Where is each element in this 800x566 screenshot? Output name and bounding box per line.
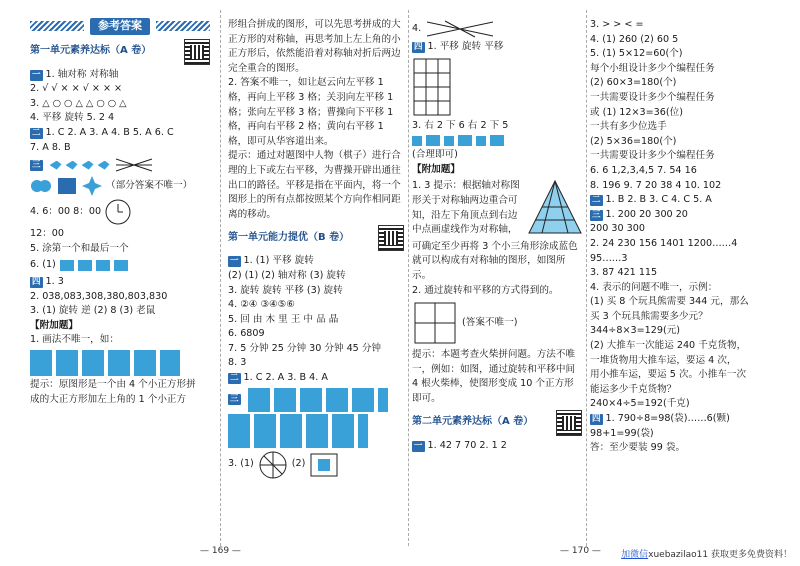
answer-line: 一共有多少位选手 bbox=[590, 121, 667, 133]
qr-code-icon[interactable] bbox=[378, 225, 404, 251]
triangle-grid-figure-icon bbox=[527, 179, 582, 235]
parallelogram-shape-icon bbox=[114, 260, 128, 271]
answer-line: 1. 画法不唯一，如： bbox=[30, 334, 119, 346]
answer-line: 用小推车运，要运 5 次。小推车一次 bbox=[590, 369, 747, 381]
column-3 bbox=[412, 18, 582, 453]
arrow-shape-icon bbox=[78, 260, 92, 271]
answer-line: 四 1. 3 bbox=[32, 275, 64, 287]
maze-figure-icon bbox=[228, 414, 368, 448]
block-shape-icon bbox=[444, 136, 454, 146]
answer-line: 四 1. 平移 旋转 平移 bbox=[414, 41, 504, 52]
answer-line: 344÷8×3=129(元) bbox=[590, 325, 681, 337]
butterfly-figure-icon bbox=[30, 175, 52, 197]
qr-code-icon[interactable] bbox=[556, 410, 582, 436]
clock-figure-icon bbox=[105, 199, 131, 225]
answer-line: 6. 6809 bbox=[228, 328, 265, 340]
answer-line: 每个小组设计多少个编程任务 bbox=[590, 62, 715, 74]
column-divider bbox=[220, 10, 221, 546]
answer-line: 3. > > < = bbox=[590, 19, 644, 30]
answer-line: 二 1. B 2. B 3. C 4. C 5. A bbox=[592, 194, 712, 206]
arrow-shape-icon bbox=[426, 135, 440, 146]
cross-shape-icon bbox=[490, 135, 504, 146]
page-number-left: — 169 — bbox=[200, 546, 241, 556]
column-divider bbox=[408, 10, 409, 546]
figure-row: 4. bbox=[412, 20, 582, 38]
addon-heading: 【附加题】 bbox=[412, 163, 460, 175]
square-grid-figure-icon bbox=[30, 350, 180, 376]
answer-line: 二 1. C 2. A 3. B 4. A bbox=[230, 372, 328, 384]
answer-line: 3. 右 2 下 6 右 2 下 5 bbox=[412, 119, 509, 131]
answer-line: 4. ②④ ③④⑤⑥ bbox=[228, 299, 295, 311]
answer-line: 一 1. 轴对称 对称轴 bbox=[32, 68, 119, 80]
hint-paragraph: 形组合拼成的图形，可以先思考拼成的大正方形的对称轴，再思考加上左上角的小正方形后，依然能沿着对称轴对折后两边完全重合的图形。 bbox=[228, 19, 401, 74]
answer-line: 一共需要设计多少个编程任务 bbox=[590, 150, 715, 162]
crossed-lines-figure-icon bbox=[425, 20, 495, 38]
answer-line: 5. 涂第一个和最后一个 bbox=[30, 242, 129, 254]
square-pattern-figure-icon bbox=[309, 452, 339, 478]
answer-line: 7. A 8. B bbox=[30, 141, 71, 153]
page-header bbox=[30, 18, 210, 35]
answer-line: 5. (1) 5×12=60(个) bbox=[590, 48, 683, 60]
answer-line: 3. 旋转 旋转 平移 (3) 旋转 bbox=[228, 284, 343, 296]
figure-row: 三 bbox=[30, 157, 210, 173]
addon-heading: 【附加题】 bbox=[30, 319, 78, 331]
answer-line: 4. (1) 260 (2) 60 5 bbox=[590, 33, 679, 45]
page-number-right: — 170 — bbox=[560, 546, 601, 556]
answer-line: 二 1. C 2. A 3. A 4. B 5. A 6. C bbox=[32, 126, 174, 138]
answer-line: 95……3 bbox=[590, 252, 628, 264]
kite-shape-icon bbox=[66, 161, 78, 170]
figure-row bbox=[228, 414, 404, 448]
answer-line: 240×4÷5=192(千克) bbox=[590, 398, 690, 410]
hint-paragraph: 提示：通过对题图中人物（棋子）进行合理的上下或左右平移，为曹操开辟出通往出口的路径。平移是指在平面内，将一个图形上的所有点都按照某个方向作相同距离的移动。 bbox=[228, 150, 401, 220]
figure-row: 6. (1) bbox=[30, 258, 210, 273]
matchstick-grid-figure-icon bbox=[412, 300, 458, 346]
hint-paragraph: 提示：本题考查火柴拼问题。方法不唯一，例如：如图，通过旋转和平移中间 4 根火柴棒，使图形变成 10 个正方形即可。 bbox=[412, 349, 576, 404]
answer-line: (2) (1) (2) 轴对称 (3) 旋转 bbox=[228, 269, 346, 281]
stick-figure-grid-icon bbox=[248, 388, 388, 412]
answer-line: (1) 买 8 个玩具熊需要 344 元，那么 bbox=[590, 296, 749, 308]
hint-paragraph: 1. 3 提示：根据轴对称图形关于对称轴两边重合可知，沿左下角顶点到右边中点画虚线作为对称轴， bbox=[412, 180, 520, 236]
figure-row: 4. 6：00 8：00 bbox=[30, 199, 210, 225]
xi-character-figure-icon bbox=[56, 175, 78, 197]
figure-row: （部分答案不唯一） bbox=[30, 175, 210, 197]
arrow-shape-icon bbox=[60, 260, 74, 271]
answer-line: 买 3 个玩具熊需要多少元？ bbox=[590, 310, 708, 322]
arrow-shape-icon bbox=[458, 135, 472, 146]
column-1 bbox=[30, 18, 210, 407]
answer-line: 2. 24 230 156 1401 1200……4 bbox=[590, 237, 738, 249]
answer-line: (2) 60×3=180(个) bbox=[590, 77, 677, 89]
answer-line: 3. △ ○ ○ △ △ ○ ○ △ bbox=[30, 97, 127, 109]
column-4 bbox=[590, 18, 772, 456]
figure-row: 三 bbox=[228, 388, 404, 412]
answer-line: 4. 平移 旋转 5. 2 4 bbox=[30, 112, 115, 124]
watermark: 加微信xuebazilao11 获取更多免费资料！ bbox=[621, 550, 792, 560]
figure-row: 3. (1) (2) bbox=[228, 450, 404, 480]
answer-line: 5. 回 由 木 里 王 中 品 晶 bbox=[228, 313, 339, 325]
answer-line: (2) 大推车一次能运 240 千克货物， bbox=[590, 340, 747, 352]
column-2 bbox=[228, 18, 404, 482]
crossed-lines-figure-icon bbox=[114, 157, 154, 173]
answer-line: 8. 3 bbox=[228, 357, 247, 369]
answer-line: 三 1. 200 20 300 20 bbox=[592, 208, 688, 220]
qr-code-icon[interactable] bbox=[184, 39, 210, 65]
answer-line: 一堆货物用大推车运，要运 4 次， bbox=[590, 354, 737, 366]
answer-line: 一 1. (1) 平移 旋转 bbox=[230, 255, 314, 267]
hint-line: 成的大正方形加左上角的 1 个小正方 bbox=[30, 393, 187, 405]
answer-line: 能运多少千克货物？ bbox=[590, 383, 677, 395]
answer-line: 8. 196 9. 7 20 38 4 10. 102 bbox=[590, 179, 722, 191]
answer-line: 200 30 300 bbox=[590, 223, 645, 235]
answer-line: 或 (1) 12×3=36(位) bbox=[590, 106, 683, 118]
answer-line: 12：00 bbox=[30, 228, 65, 240]
block-shape-icon bbox=[412, 136, 422, 146]
figure-row bbox=[30, 350, 210, 376]
answer-paragraph: 2. 答案不唯一，如让赵云向左平移 1 格，再向上平移 3 格；关羽向左平移 1 格；张向左平移 3 格；曹操向下平移 1 格，再向右平移 2 格；黄向右平移 1 格，即可从华容道出来。 bbox=[228, 77, 394, 147]
flag-shape-icon bbox=[96, 260, 110, 271]
answer-line: 4. 表示的问题不唯一，示例： bbox=[590, 281, 718, 293]
column-divider bbox=[586, 10, 587, 546]
answer-line: 6. 6 1,2,3,4,5 7. 54 16 bbox=[590, 164, 697, 176]
answer-line: 7. 5 分钟 25 分钟 30 分钟 45 分钟 bbox=[228, 342, 382, 354]
dice-grid-figure-icon bbox=[412, 57, 452, 117]
answer-line: 2. 038,083,308,380,803,830 bbox=[30, 290, 168, 302]
circle-sectors-figure-icon bbox=[258, 450, 288, 480]
answer-line: 2. √ √ × × √ × × × bbox=[30, 83, 123, 95]
kite-shape-icon bbox=[82, 161, 94, 170]
watermark-link[interactable]: 加微信 bbox=[621, 550, 649, 560]
answer-line: 98+1=99(袋) bbox=[590, 427, 654, 439]
kite-shape-icon bbox=[98, 161, 110, 170]
hint-paragraph: 可确定至少再将 3 个小三角形涂成蓝色就可以构成有对称轴的图形，如图所示。 bbox=[412, 240, 578, 281]
section-heading: 第一单元能力提优（B 卷） bbox=[228, 225, 404, 251]
answer-line: 3. (1) 旋转 逆 (2) 8 (3) 老鼠 bbox=[30, 305, 156, 317]
figure-row: (答案不唯一) bbox=[412, 300, 582, 346]
answer-line: 2. 通过旋转和平移的方式得到的。 bbox=[412, 284, 559, 296]
section-heading: 第一单元素养达标（A 卷） bbox=[30, 39, 210, 65]
snowflake-figure-icon bbox=[82, 176, 102, 196]
block-shape-icon bbox=[476, 136, 486, 146]
section-heading: 第二单元素养达标（A 卷） bbox=[412, 410, 582, 436]
answer-line: 3. 87 421 115 bbox=[590, 267, 658, 279]
answer-line: 一 1. 42 7 70 2. 1 2 bbox=[414, 439, 507, 451]
figure-row bbox=[412, 179, 582, 237]
answer-line: (2) 5×36=180(个) bbox=[590, 135, 677, 147]
answer-line: 一共需要设计多少个编程任务 bbox=[590, 91, 715, 103]
answer-line: 答：至少要装 99 袋。 bbox=[590, 442, 686, 454]
header-title: 参考答案 bbox=[90, 18, 150, 35]
answer-line: (合理即可) bbox=[412, 149, 458, 161]
answer-line: 四 1. 790÷8=98(袋)……6(颗) bbox=[592, 413, 730, 425]
hint-line: 提示：原图形是一个由 4 个小正方形拼 bbox=[30, 378, 196, 390]
figure-row bbox=[412, 135, 582, 146]
figure-row bbox=[412, 57, 582, 117]
kite-shape-icon bbox=[50, 161, 62, 170]
